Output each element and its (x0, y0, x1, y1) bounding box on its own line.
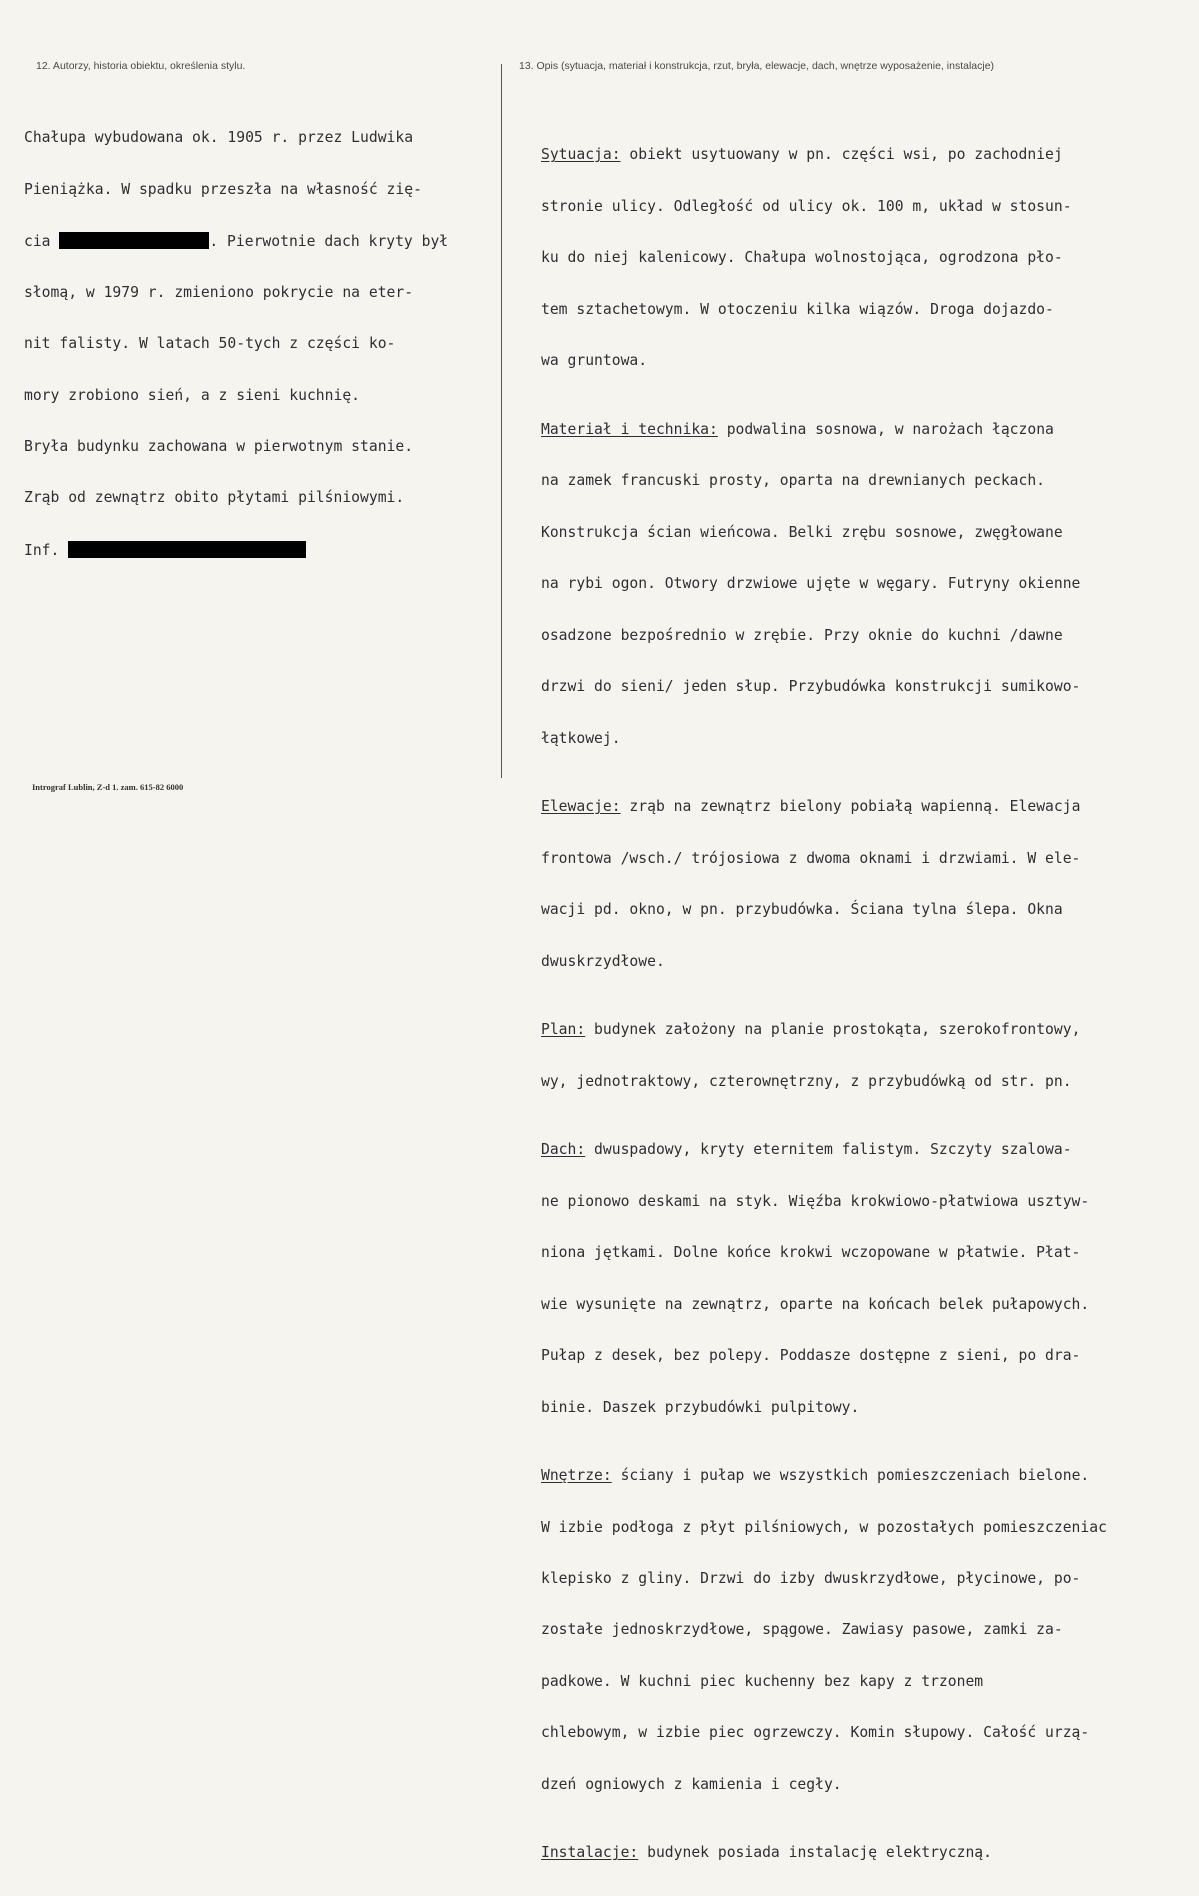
history-line: Pieniążka. W spadku przeszła na własność zię- (24, 180, 422, 198)
column-divider (501, 64, 502, 778)
redaction-bar (59, 232, 209, 249)
elewacje-label: Elewacje: (541, 798, 621, 816)
description-line: Wnętrze: ściany i pułap we wszystkich pomieszczeniach bielone. (541, 1467, 1090, 1485)
description-line: Pułap z desek, bez polepy. Poddasze dostępne z sieni, po dra- (541, 1347, 1081, 1365)
description-line: na zamek francuski prosty, oparta na drewnianych peckach. (541, 472, 1046, 490)
history-line: mory zrobiono sień, a z sieni kuchnię. (24, 386, 361, 404)
sytuacja-label: Sytuacja: (541, 146, 621, 164)
history-line: Inf. (24, 541, 448, 558)
description-line: osadzone bezpośrednio w zrębie. Przy oknie do kuchni /dawne (541, 626, 1063, 644)
history-line: Bryła budynku zachowana w pierwotnym stanie. (24, 438, 414, 456)
description-line: Materiał i technika: podwalina sosnowa, w narożach łączona (541, 420, 1054, 438)
description-line: chlebowym, w izbie piec ogrzewczy. Komin słupowy. Całość urzą- (541, 1724, 1090, 1742)
description-line: ne pionowo deskami na styk. Więźba krokwiowo-płatwiowa usztyw- (541, 1192, 1090, 1210)
description-line: łątkowej. (541, 729, 621, 747)
history-line: nit falisty. W latach 50-tych z części ko- (24, 335, 396, 353)
description-line: wa gruntowa. (541, 352, 648, 370)
description-line: klepisko z gliny. Drzwi do izby dwuskrzydłowe, płycinowe, po- (541, 1570, 1081, 1588)
description-line: drzwi do sieni/ jeden słup. Przybudówka konstrukcji sumikowo- (541, 678, 1081, 696)
dach-label: Dach: (541, 1141, 586, 1159)
description-line: stronie ulicy. Odległość od ulicy ok. 100 m, układ w stosun- (541, 197, 1072, 215)
history-text (24, 95, 448, 592)
history-line: Chałupa wybudowana ok. 1905 r. przez Ludwika (24, 129, 414, 147)
description-line: padkowe. W kuchni piec kuchenny bez kapy z trzonem (541, 1672, 984, 1690)
printer-imprint: Intrograf Lublin, Z-d 1. zam. 615-82 6000 (32, 782, 184, 792)
description-line: W izbie podłoga z płyt pilśniowych, w pozostałych pomieszczeniac (541, 1518, 1107, 1536)
material-label: Materiał i technika: (541, 420, 718, 438)
history-line: słomą, w 1979 r. zmieniono pokrycie na eter- (24, 283, 414, 301)
description-line: tem sztachetowym. W otoczeniu kilka wiązów. Droga dojazdo- (541, 300, 1054, 318)
description-line: wie wysunięte na zewnątrz, oparte na końcach belek pułapowych. (541, 1295, 1090, 1313)
description-line: niona jętkami. Dolne końce krokwi wczopowane w płatwie. Płat- (541, 1244, 1081, 1262)
description-line: binie. Daszek przybudówki pulpitowy. (541, 1398, 860, 1416)
description-line: frontowa /wsch./ trójosiowa z dwoma oknami i drzwiami. W ele- (541, 849, 1081, 867)
description-line: Konstrukcja ścian wieńcowa. Belki zrębu sosnowe, zwęgłowane (541, 523, 1063, 541)
description-text (541, 95, 1107, 1896)
description-line: Plan: budynek założony na planie prostokąta, szerokofrontowy, (541, 1021, 1081, 1039)
wnetrze-label: Wnętrze: (541, 1467, 612, 1485)
redaction-bar (68, 541, 306, 558)
description-line: dwuskrzydłowe. (541, 952, 665, 970)
description-line: Elewacje: zrąb na zewnątrz bielony pobiałą wapienną. Elewacja (541, 798, 1081, 816)
description-line: Dach: dwuspadowy, kryty eternitem falistym. Szczyty szalowa- (541, 1141, 1072, 1159)
description-line: wy, jednotraktowy, czterownętrzny, z przybudówką od str. pn. (541, 1072, 1072, 1090)
description-line: Sytuacja: obiekt usytuowany w pn. części wsi, po zachodniej (541, 146, 1063, 164)
description-line: wacji pd. okno, w pn. przybudówka. Ściana tylna ślepa. Okna (541, 901, 1063, 919)
description-line: dzeń ogniowych z kamienia i cegły. (541, 1775, 842, 1793)
history-line: cia . Pierwotnie dach kryty był (24, 233, 449, 251)
instalacje-label: Instalacje: (541, 1844, 639, 1862)
description-line: na rybi ogon. Otwory drzwiowe ujęte w węgary. Futryny okienne (541, 575, 1081, 593)
description-line: zostałe jednoskrzydłowe, spągowe. Zawiasy pasowe, zamki za- (541, 1621, 1063, 1639)
plan-label: Plan: (541, 1021, 586, 1039)
description-line: Instalacje: budynek posiada instalację elektryczną. (541, 1844, 992, 1862)
section-13-header: 13. Opis (sytuacja, materiał i konstrukcja, rzut, bryła, elewacje, dach, wnętrze wyposażenie, instalacje) (519, 60, 995, 72)
section-12-header: 12. Autorzy, historia obiektu, określenia stylu. (36, 60, 246, 72)
history-line: Zrąb od zewnątrz obito płytami pilśniowymi. (24, 489, 405, 507)
description-line: ku do niej kalenicowy. Chałupa wolnostojąca, ogrodzona pło- (541, 249, 1063, 267)
